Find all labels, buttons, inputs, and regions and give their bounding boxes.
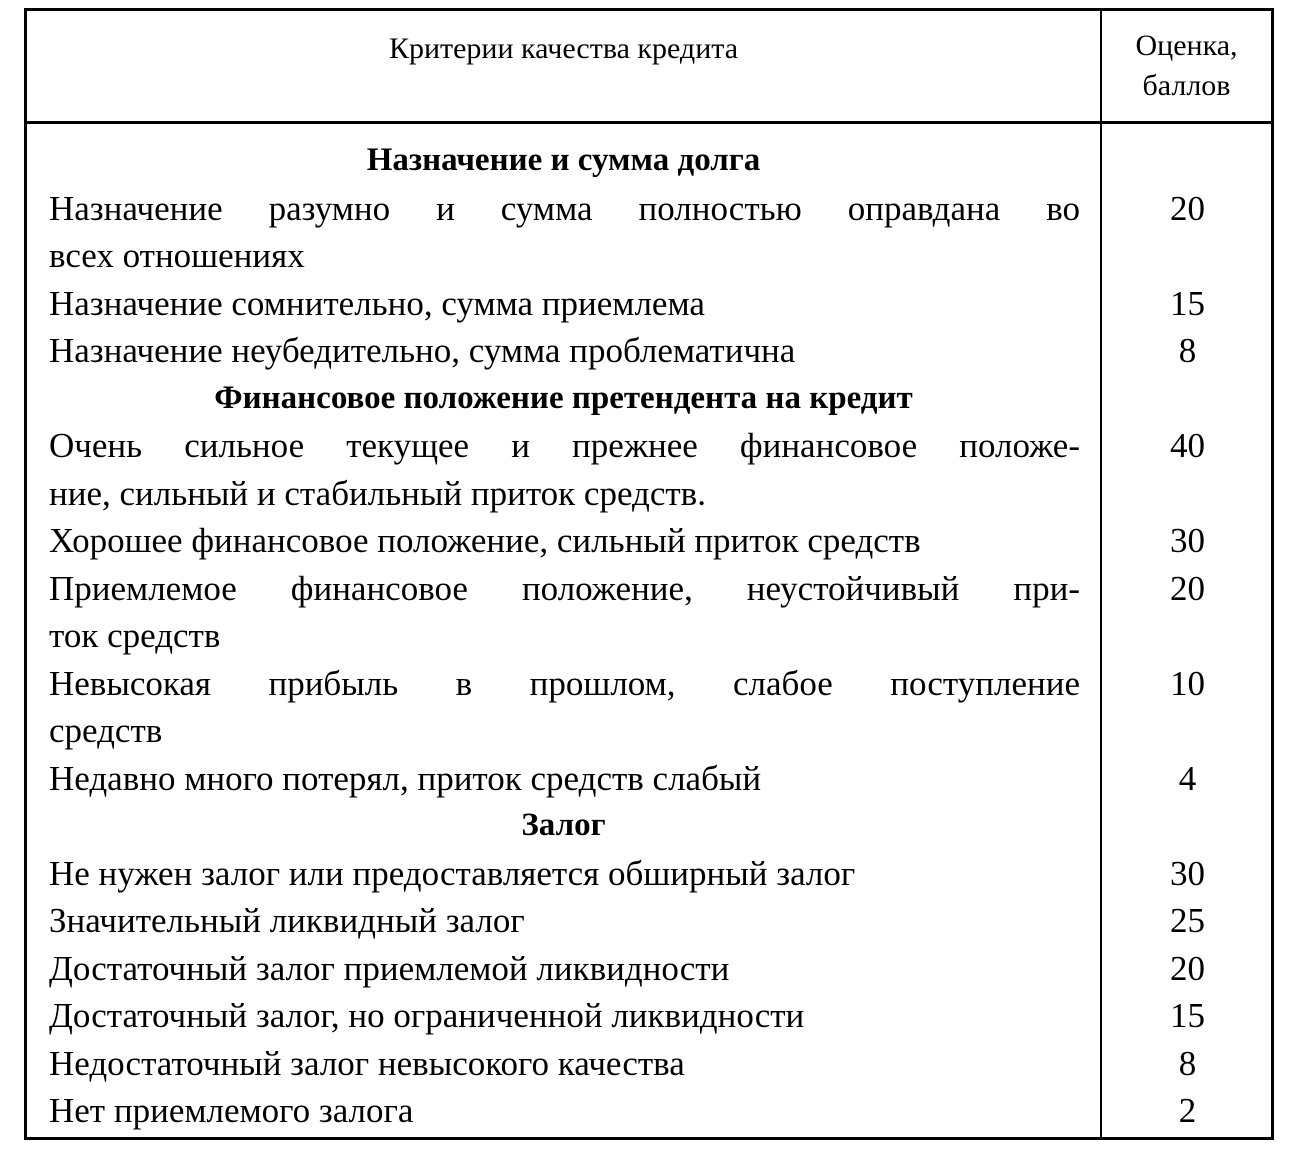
- header-score-line: баллов: [1142, 69, 1231, 102]
- score-value: 20: [1170, 948, 1205, 988]
- criterion-line: Очень сильное текущее и прежнее финансовое положе-: [49, 426, 1080, 465]
- score-value: 8: [1178, 1043, 1197, 1083]
- criterion-text: [49, 992, 1080, 1040]
- criterion-line: ние, сильный и стабильный приток средств.: [49, 473, 706, 513]
- criterion-line: Недостаточный залог невысокого качества: [49, 1043, 685, 1083]
- criterion-line: Приемлемое финансовое положение, неустойчивый при-: [49, 568, 1080, 608]
- criterion-line: Хорошее финансовое положение, сильный приток средств: [49, 521, 921, 560]
- table-body: [27, 137, 1271, 1135]
- score-value: 20: [1170, 568, 1205, 608]
- criterion-line: ток средств: [49, 616, 221, 655]
- criterion-line: Невысокая прибыль в прошлом, слабое поступление: [49, 663, 1080, 703]
- table-row: [27, 1087, 1271, 1135]
- criterion-text: [49, 755, 1080, 803]
- criterion-text: [49, 660, 1080, 755]
- criterion-line: Нет приемлемого залога: [49, 1091, 414, 1130]
- criterion-text: [49, 565, 1080, 660]
- score-value: 15: [1170, 283, 1205, 323]
- criterion-line: Не нужен залог или предоставляется обширный залог: [49, 853, 856, 893]
- criterion-text: [49, 1087, 1080, 1135]
- table-row: [27, 1040, 1271, 1088]
- table-row: [27, 565, 1271, 660]
- score-value: 40: [1170, 426, 1205, 465]
- table-row: [27, 755, 1271, 803]
- score-value: 20: [1170, 188, 1205, 228]
- header-criteria: Критерии качества кредита: [388, 32, 739, 65]
- criterion-text: [49, 185, 1080, 280]
- criterion-line: Достаточный залог приемлемой ликвидности: [49, 948, 730, 988]
- table-row: [27, 660, 1271, 755]
- table-row: [27, 992, 1271, 1040]
- section-title: Финансовое положение претендента на кредит: [214, 379, 913, 416]
- header-score: [1102, 26, 1271, 106]
- criterion-text: [49, 422, 1080, 517]
- criterion-line: всех отношениях: [49, 236, 305, 275]
- criterion-line: Назначение сомнительно, сумма приемлема: [49, 283, 705, 323]
- criterion-text: [49, 280, 1080, 328]
- header-score-line: Оценка,: [1135, 29, 1238, 62]
- score-value: 10: [1170, 663, 1205, 703]
- header-divider: [27, 121, 1271, 124]
- criterion-text: [49, 327, 1080, 375]
- criterion-text: [49, 517, 1080, 565]
- table-row: [27, 327, 1271, 375]
- table-row: [27, 945, 1271, 993]
- table-row: [27, 280, 1271, 328]
- criterion-line: Недавно много потерял, приток средств слабый: [49, 758, 762, 798]
- criterion-line: Назначение неубедительно, сумма проблематична: [49, 331, 796, 370]
- table-row: [27, 185, 1271, 280]
- table-row: [27, 850, 1271, 898]
- criterion-text: [49, 850, 1080, 898]
- table-row: [27, 422, 1271, 517]
- section-title: Залог: [521, 807, 606, 843]
- criterion-text: [49, 1040, 1080, 1088]
- criterion-line: Значительный ликвидный залог: [49, 901, 525, 940]
- table-row: [27, 517, 1271, 565]
- score-value: 30: [1170, 521, 1205, 560]
- score-value: 25: [1170, 901, 1205, 940]
- score-value: 30: [1170, 853, 1205, 893]
- criterion-line: средств: [49, 711, 163, 750]
- score-value: 4: [1178, 758, 1197, 798]
- credit-quality-table: [24, 8, 1274, 1140]
- score-value: 2: [1178, 1091, 1197, 1130]
- section-title: Назначение и сумма долга: [366, 142, 761, 178]
- criterion-text: [49, 945, 1080, 993]
- score-value: 15: [1170, 996, 1205, 1035]
- criterion-line: Назначение разумно и сумма полностью оправдана во: [49, 188, 1080, 228]
- table-row: [27, 897, 1271, 945]
- score-value: 8: [1178, 331, 1197, 370]
- criterion-line: Достаточный залог, но ограниченной ликвидности: [49, 996, 805, 1035]
- criterion-text: [49, 897, 1080, 945]
